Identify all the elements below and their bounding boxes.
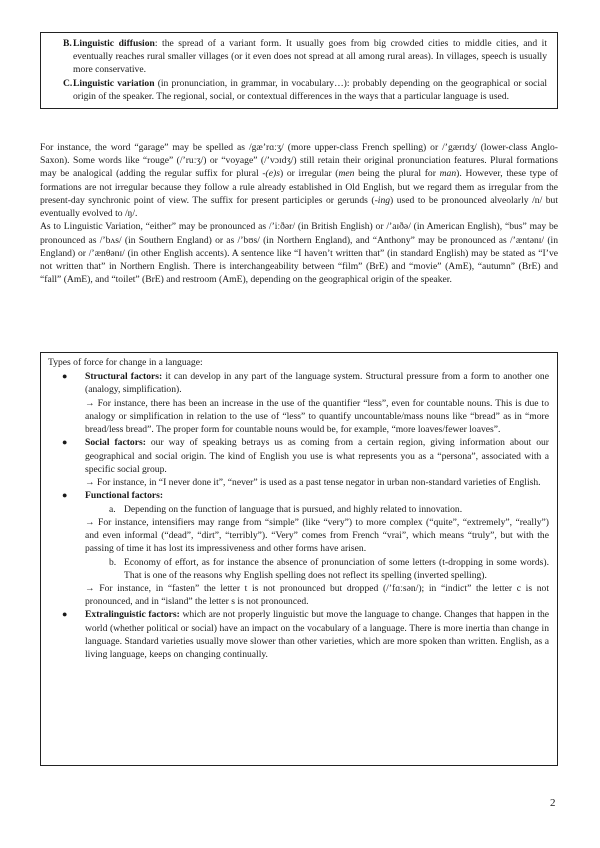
list-letter: b. [109,556,117,568]
list-letter: a. [109,503,116,515]
term-linguistic-diffusion: Linguistic diffusion [73,38,155,49]
bullet-icon: ● [62,371,68,382]
list-letter: B. [63,38,72,49]
term-functional-factors: Functional factors: [85,490,164,502]
bullet-structural: ● Structural factors: it can develop in any part of the language system. Structural pressure from a form to another one (analogy, simplification). [62,371,549,396]
forces-for-change-box [40,352,558,766]
functional-subitem-a: a. Depending on the function of language that is pursued, and highly related to innovation. [109,503,463,515]
diffusion-variation-box [40,32,558,109]
functional-subitem-b: b. Economy of effort, as for instance the absence of pronunciation of some letters (t-dropping in some words). That is one of the reasons why English spelling does not reflect its spelling (inverted spelling). [109,556,549,581]
box-intro: Types of force for change in a language: [48,357,203,368]
term-extralinguistic-factors: Extralinguistic factors: [85,609,180,621]
bullet-icon: ● [62,490,68,501]
term-structural-factors: Structural factors: [85,371,163,383]
example-structural: → For instance, there has been an increase in the use of the quantifier “less”, even for countable nouns. This is due to analogy or simplification in relation to the use of “less” to quantify uncountable/mass nouns like “bread” as in “more bread/less bread”. The proper form for countable nouns would be, for example, “more loaves/fewer loaves”. [85,397,549,436]
example-functional-b: → For instance, in “fasten” the letter t is not pronounced but dropped (/’fɑːsən/); in “indict” the letter c is not pronounced, and in “island” the letter s is not pronounced. [85,582,549,608]
example-social: → For instance, in “I never done it”, “never” is used as a past tense negator in urban non-standard varieties of English. [85,477,541,489]
example-functional-a: → For instance, intensifiers may range from “simple” (like “very”) to more complex (“quite”, “extremely”, “really”) and even informal (“dead”, “dirt”, “terribly”). “Very” comes from French “vrai”, which means “truly”, but with the passing of time it has lost its impressiveness and other forms have arisen. [85,516,549,555]
list-letter: C. [63,77,73,89]
definition-text: (in pronunciation, in grammar, in vocabulary…): probably depending on the geographical or social origin of the speaker. The regional, social, or contextual differences in the ways that a particular language is used. [73,77,547,102]
definition-text: : the spread of a variant form. It usually goes from big crowded cities to middle cities, and it eventually reaches rural smaller villages (or it even does not spread at all among rural areas). In villages, speech is usually more conservative. [73,38,547,76]
paragraph-garage-example: For instance, the word “garage” may be spelled as /gæ’rɑːʒ/ (more upper-class French spelling) or /’gærɪdʒ/ (lower-class Anglo-Saxon). Some words like “rouge” (/’ruːʒ/) or “voyage” (/’vɔɪdʒ/) still retain their original pronunciation features. Plural formations may be analogical (adding the regular suffix for plural -(e)s) or irregular (men being the plural for man). However, these type of formations are not irregular because they follow a rule already established in Old English, but we regard them as irregular from the present-day synchronic point of view. The suffix for present participles or gerunds (-ing) used to be pronounced alveolarly /n/ but eventually evolved to /ŋ/. [40,142,559,220]
term-social-factors: Social factors: [85,437,146,449]
bullet-social: ● Social factors: our way of speaking betrays us as coming from a certain region, giving information about our geographical and social origin. The kind of English you use is what represents you as a “persona”, associated with a specific social group. [62,437,549,475]
bullet-extralinguistic: ● Extralinguistic factors: which are not properly linguistic but move the language to change. Changes that happen in the world (whether political or social) have an impact on the vocabulary of a language. There is more inertia than change in language. Standard varieties usually move slower than other varieties, which are more spoken than written. English, as a living language, keeps on changing continually. [62,609,550,661]
body-text [40,141,558,287]
list-item-variation [49,77,547,103]
paragraph-variation-examples: As to Linguistic Variation, “either” may be pronounced as /’iːðər/ (in British English) or /’aɪðə/ (in American English), “bus” may be pronounced as /’bʌs/ (in Southern England) or as /’bʊs/ (in Northern England), and “Anthony” may be pronounced as /’æntənɪ/ (in England) or /’ænθənɪ/ (in other English accents). A sentence like “I haven’t written that” (in standard English) may be stated as “I’ve not written that” in Northern English. There is interchangeability between “film” (BrE) and “movie” (AmE), “autumn” (BrE) and “fall” (AmE), and “toilet” (BrE) and restroom (AmE), depending on the geographical origin of the speaker. [40,221,558,286]
list-item-diffusion [49,37,547,77]
bullet-icon: ● [62,609,68,620]
term-linguistic-variation: Linguistic variation [73,77,155,89]
bullet-functional [48,489,549,502]
page-number: 2 [550,797,556,809]
bullet-icon: ● [62,437,68,448]
